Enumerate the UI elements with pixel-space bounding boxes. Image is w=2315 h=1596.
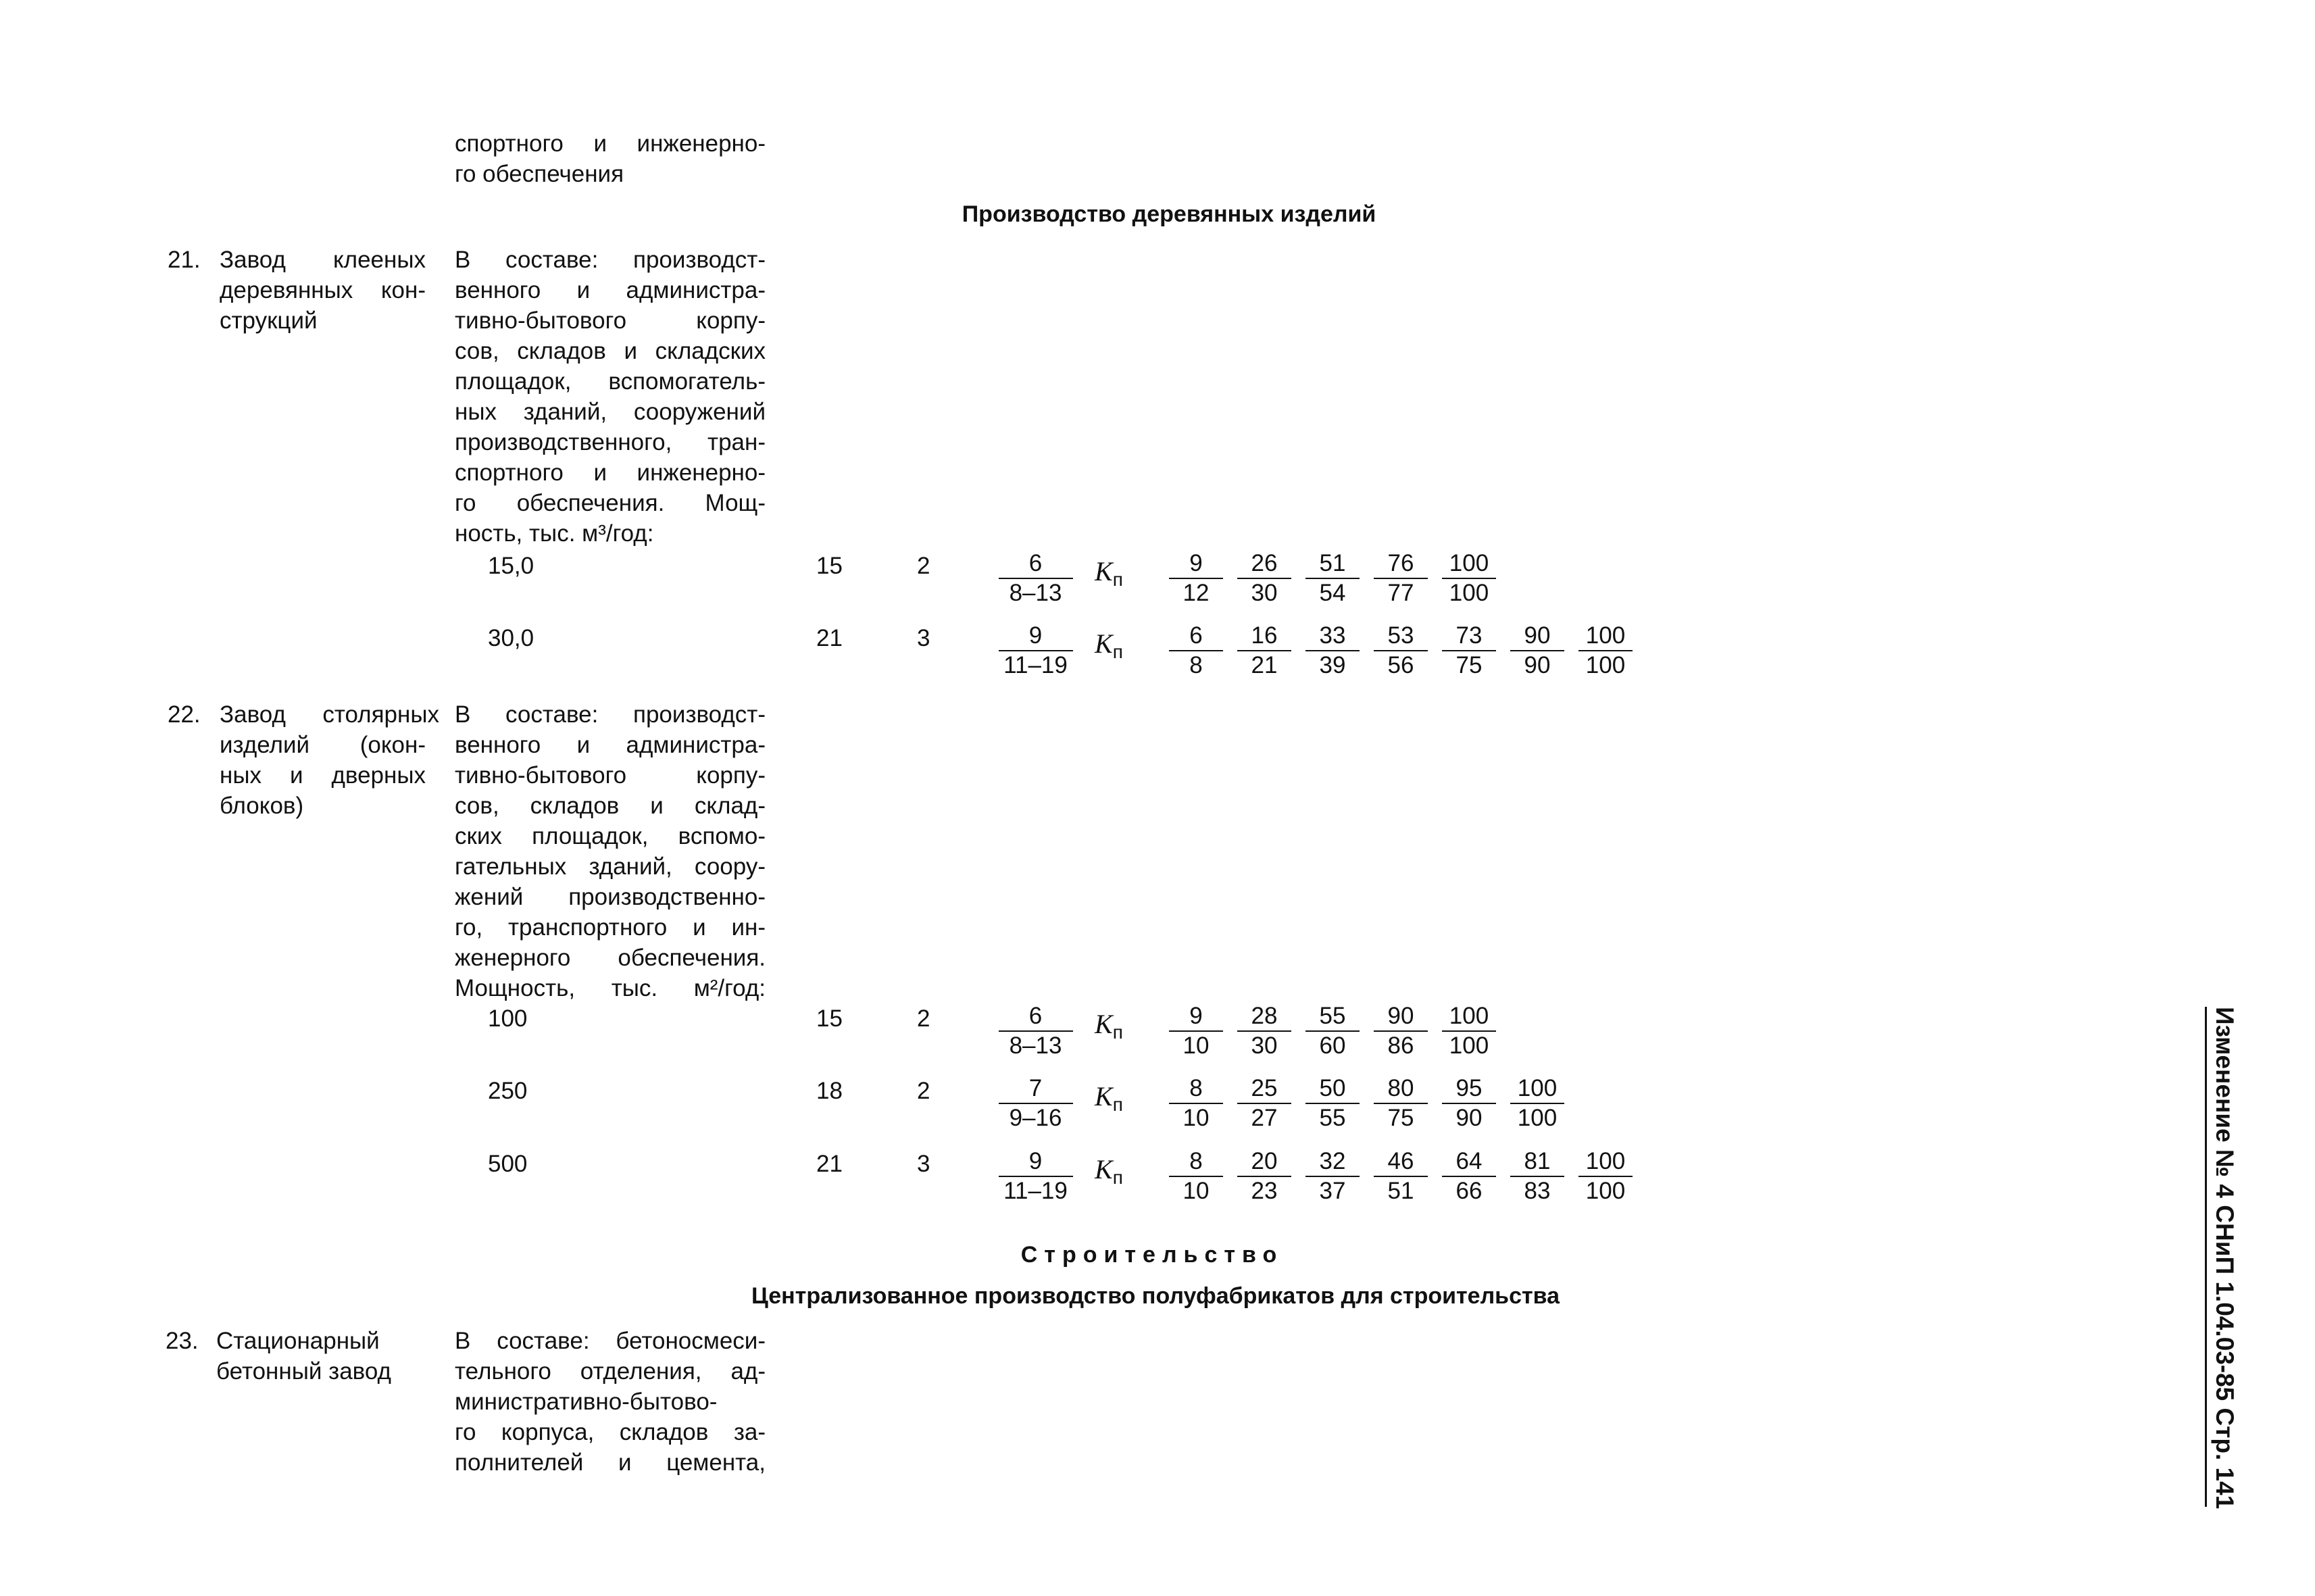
value-denominator: 51 [1387,1178,1414,1204]
value-b: 3 [917,625,930,651]
desc-line: сов, складов и склад- [455,793,766,819]
value-b: 2 [917,553,930,579]
value-denominator: 77 [1387,580,1414,606]
value-numerator: 81 [1510,1147,1564,1177]
coefficient-subscript: п [1112,1022,1123,1043]
fraction [993,549,1078,607]
value-denominator: 75 [1387,1105,1414,1131]
value-denominator: 8 [1189,652,1203,678]
continuation-text [455,128,766,189]
item-name-line: бетонный завод [216,1358,391,1385]
item-name-line: деревянных кон- [220,277,426,303]
desc-line: сов, складов и складских [455,338,766,364]
item-name-line: струкций [220,307,318,334]
value-fraction [1166,549,1226,607]
section-heading-wood: Производство деревянных изделий [962,201,1376,227]
value-fraction [1439,549,1499,607]
fraction-denominator: 9–16 [1009,1105,1062,1131]
value-b: 2 [917,1078,930,1104]
value-fraction [1507,1074,1568,1132]
data-row [0,1149,1689,1216]
desc-line: полнителей и цемента, [455,1449,766,1476]
item-name-line: ных и дверных [220,762,426,789]
value-numerator: 46 [1374,1147,1428,1177]
value-numerator: 16 [1237,622,1291,651]
value-numerator: 50 [1305,1074,1360,1104]
value-denominator: 75 [1455,652,1483,678]
coefficient-symbol: K [1095,1081,1113,1112]
item-name [220,699,439,821]
value-numerator: 51 [1305,549,1360,579]
value-denominator: 60 [1319,1032,1346,1059]
value-fraction [1166,622,1226,680]
coefficient-symbol: K [1095,1009,1113,1039]
value-fraction [1439,1147,1499,1205]
value-denominator: 66 [1455,1178,1483,1204]
value-fraction [1575,1147,1636,1205]
value-numerator: 53 [1374,622,1428,651]
value-fraction [1302,622,1363,680]
item-number: 22. [168,701,201,728]
desc-line: жений производственно- [455,884,766,910]
value-denominator: 27 [1251,1105,1278,1131]
capacity-value: 250 [488,1078,528,1104]
coefficient-k [1095,556,1123,589]
value-numerator: 6 [1169,622,1223,651]
data-row [0,1076,1689,1143]
value-denominator: 100 [1449,580,1489,606]
continuation-line: го обеспечения [455,161,624,187]
fraction-numerator: 9 [999,622,1073,651]
fraction [993,1074,1078,1132]
value-a: 21 [816,1151,843,1177]
value-a: 21 [816,625,843,651]
value-fraction [1166,1002,1226,1060]
coefficient-subscript: п [1112,1167,1123,1188]
capacity-value: 500 [488,1151,528,1177]
coefficient-subscript: п [1112,1094,1123,1115]
value-numerator: 100 [1442,549,1496,579]
fraction-numerator: 6 [999,1002,1073,1032]
coefficient-k [1095,1009,1123,1042]
value-fraction [1370,549,1431,607]
value-denominator: 54 [1319,580,1346,606]
value-numerator: 33 [1305,622,1360,651]
value-numerator: 28 [1237,1002,1291,1032]
coefficient-symbol: K [1095,628,1113,659]
continuation-line: спортного и инженерно- [455,130,766,157]
capacity-value: 100 [488,1005,528,1032]
value-denominator: 12 [1183,580,1210,606]
value-denominator: 56 [1387,652,1414,678]
coefficient-subscript: п [1112,641,1123,662]
value-numerator: 20 [1237,1147,1291,1177]
item-name-line: изделий (окон- [220,732,426,758]
desc-line: венного и администра- [455,277,766,303]
coefficient-k [1095,1154,1123,1187]
value-numerator: 9 [1169,549,1223,579]
item-number: 21. [168,247,201,273]
side-caption-text: Изменение № 4 СНиП 1.04.03-85 Стр. 141 [2211,1007,2239,1510]
item-description [455,1326,766,1478]
desc-line: спортного и инженерно- [455,459,766,486]
section-heading-prefab: Централизованное производство полуфабрикатов для строительства [751,1283,1560,1309]
value-numerator: 90 [1374,1002,1428,1032]
value-fraction [1439,622,1499,680]
value-numerator: 100 [1442,1002,1496,1032]
value-numerator: 90 [1510,622,1564,651]
value-fraction [1166,1147,1226,1205]
value-denominator: 55 [1319,1105,1346,1131]
value-denominator: 39 [1319,652,1346,678]
value-numerator: 9 [1169,1002,1223,1032]
value-fraction [1575,622,1636,680]
side-caption [2199,1007,2254,1510]
value-numerator: 8 [1169,1147,1223,1177]
value-fraction [1370,622,1431,680]
value-numerator: 100 [1578,622,1633,651]
desc-line: Мощность, тыс. м²/год: [455,975,766,1001]
value-fraction [1234,1002,1295,1060]
value-denominator: 37 [1319,1178,1346,1204]
desc-line: венного и администра- [455,732,766,758]
fraction-numerator: 6 [999,549,1073,579]
value-denominator: 10 [1183,1178,1210,1204]
value-denominator: 100 [1517,1105,1558,1131]
item-name-line: Завод столярных [220,701,439,728]
value-fraction [1507,622,1568,680]
fraction-denominator: 11–19 [1003,652,1068,678]
value-fraction [1370,1147,1431,1205]
desc-line: В составе: производст- [455,701,766,728]
desc-line: го, транспортного и ин- [455,914,766,941]
value-fraction [1370,1002,1431,1060]
data-row [0,1003,1689,1071]
data-row [0,551,1689,618]
item-description [455,699,766,1003]
data-row [0,623,1689,691]
desc-line: площадок, вспомогатель- [455,368,766,395]
desc-line: гательных зданий, соору- [455,853,766,880]
value-numerator: 95 [1442,1074,1496,1104]
fraction [993,1147,1078,1205]
value-a: 15 [816,553,843,579]
value-fraction [1166,1074,1226,1132]
desc-line: тивно-бытового корпу- [455,307,766,334]
value-denominator: 23 [1251,1178,1278,1204]
value-numerator: 76 [1374,549,1428,579]
item-name [220,245,426,336]
value-numerator: 55 [1305,1002,1360,1032]
item-description [455,245,766,549]
value-denominator: 100 [1449,1032,1489,1059]
section-heading-construction: Строительство [1020,1242,1284,1268]
value-denominator: 10 [1183,1105,1210,1131]
coefficient-subscript: п [1112,569,1123,590]
desc-line: ских площадок, вспомо- [455,823,766,849]
value-fraction [1439,1002,1499,1060]
item-number: 23. [166,1328,199,1354]
desc-line: тельного отделения, ад- [455,1358,766,1385]
value-denominator: 90 [1455,1105,1483,1131]
value-fraction [1302,1147,1363,1205]
value-numerator: 80 [1374,1074,1428,1104]
value-fraction [1234,1147,1295,1205]
value-denominator: 10 [1183,1032,1210,1059]
desc-line: ность, тыс. м³/год: [455,520,654,547]
value-denominator: 100 [1585,1178,1626,1204]
desc-line: го корпуса, складов за- [455,1419,766,1445]
fraction [993,1002,1078,1060]
value-numerator: 32 [1305,1147,1360,1177]
desc-line: ных зданий, сооружений [455,399,766,425]
coefficient-symbol: K [1095,1154,1113,1184]
fraction-numerator: 9 [999,1147,1073,1177]
side-caption-rule [2205,1007,2207,1507]
desc-line: производственного, тран- [455,429,766,455]
capacity-value: 15,0 [488,553,534,579]
fraction [993,622,1078,680]
desc-line: го обеспечения. Мощ- [455,490,766,516]
value-fraction [1234,622,1295,680]
desc-line: тивно-бытового корпу- [455,762,766,789]
value-fraction [1302,1002,1363,1060]
value-numerator: 100 [1578,1147,1633,1177]
coefficient-symbol: K [1095,556,1113,587]
value-b: 3 [917,1151,930,1177]
value-fraction [1370,1074,1431,1132]
value-numerator: 26 [1237,549,1291,579]
item-name-line: блоков) [220,793,304,819]
value-denominator: 21 [1251,652,1278,678]
capacity-value: 30,0 [488,625,534,651]
value-denominator: 86 [1387,1032,1414,1059]
value-denominator: 90 [1524,652,1551,678]
fraction-denominator: 8–13 [1009,580,1062,606]
value-numerator: 8 [1169,1074,1223,1104]
fraction-denominator: 11–19 [1003,1178,1068,1204]
desc-line: В составе: производст- [455,247,766,273]
value-denominator: 100 [1585,652,1626,678]
value-a: 15 [816,1005,843,1032]
value-fraction [1507,1147,1568,1205]
value-a: 18 [816,1078,843,1104]
value-fraction [1234,1074,1295,1132]
item-name-line: Завод клееных [220,247,426,273]
value-fraction [1439,1074,1499,1132]
value-fraction [1302,549,1363,607]
desc-line: министративно-бытово- [455,1389,718,1415]
item-name [216,1326,432,1387]
fraction-numerator: 7 [999,1074,1073,1104]
item-name-line: Стационарный [216,1328,380,1354]
coefficient-k [1095,1081,1123,1114]
desc-line: В составе: бетоносмеси- [455,1328,766,1354]
value-fraction [1302,1074,1363,1132]
value-fraction [1234,549,1295,607]
fraction-denominator: 8–13 [1009,1032,1062,1059]
value-denominator: 83 [1524,1178,1551,1204]
coefficient-k [1095,628,1123,662]
desc-line: женерного обеспечения. [455,945,766,971]
value-numerator: 100 [1510,1074,1564,1104]
value-denominator: 30 [1251,1032,1278,1059]
value-numerator: 73 [1442,622,1496,651]
value-b: 2 [917,1005,930,1032]
value-numerator: 25 [1237,1074,1291,1104]
value-numerator: 64 [1442,1147,1496,1177]
value-denominator: 30 [1251,580,1278,606]
